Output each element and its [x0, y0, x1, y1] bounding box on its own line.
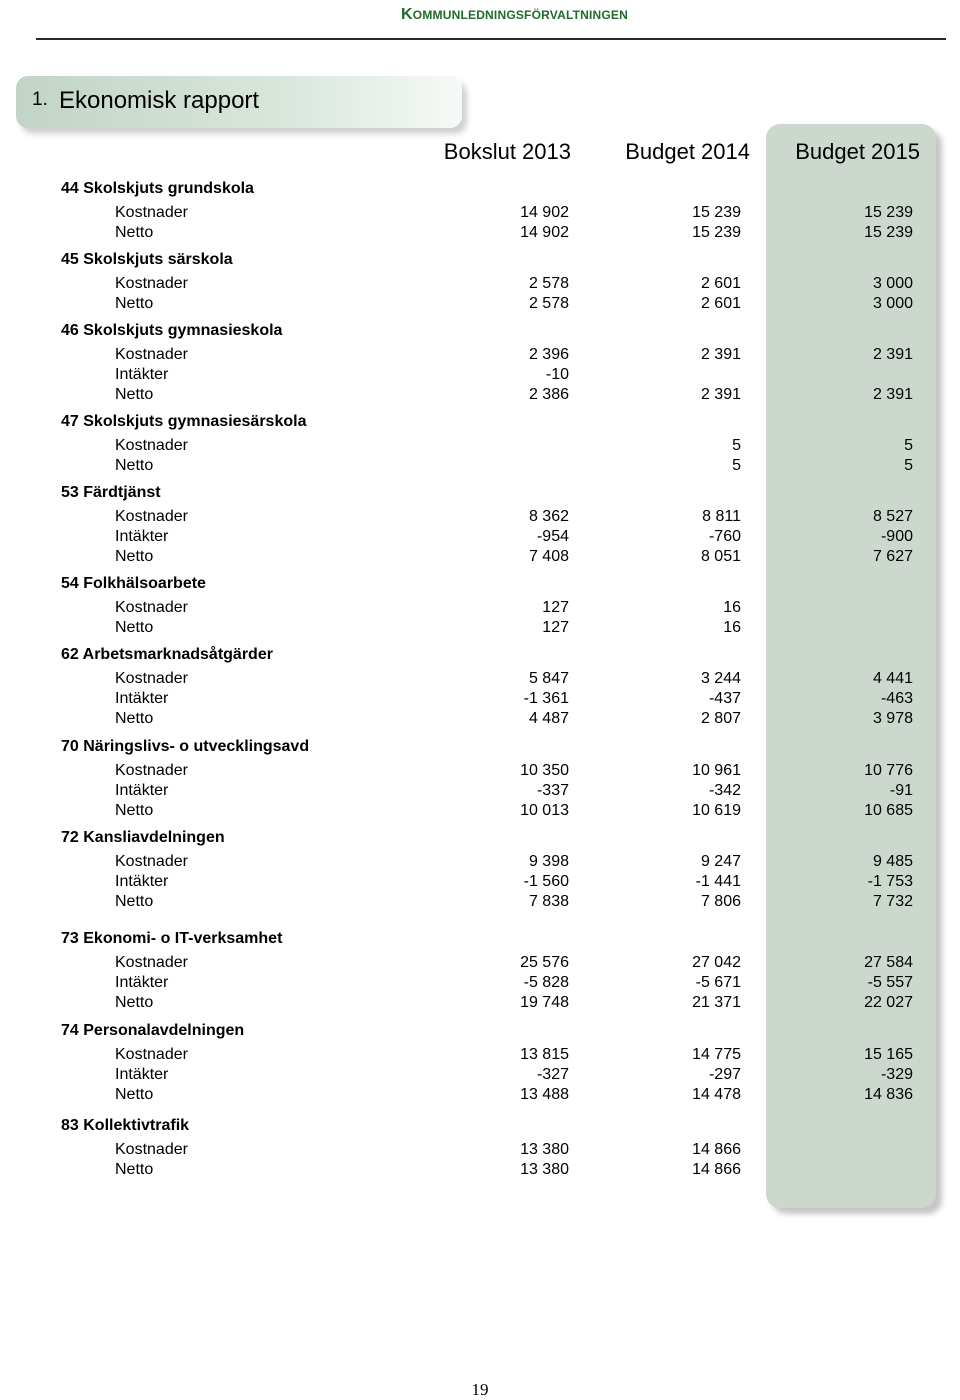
- table-row: [0, 366, 960, 386]
- value-cell: 8 051: [700, 548, 741, 565]
- row-label: Kostnader: [115, 275, 188, 292]
- table-row: [0, 782, 960, 802]
- value-cell: 9 398: [528, 853, 569, 870]
- section-heading-row: [0, 738, 960, 758]
- row-label: Intäkter: [115, 528, 169, 545]
- value-cell: -463: [880, 690, 913, 707]
- value-cell: 13 380: [520, 1161, 569, 1178]
- value-cell: -900: [880, 528, 913, 545]
- value-cell: 3 244: [700, 670, 741, 687]
- value-cell: 2 601: [700, 295, 741, 312]
- value-cell: 4 487: [528, 710, 569, 727]
- value-cell: -297: [708, 1066, 741, 1083]
- value-cell: 22 027: [864, 994, 913, 1011]
- table-row: [0, 710, 960, 730]
- value-cell: -91: [889, 782, 913, 799]
- value-cell: 2 601: [700, 275, 741, 292]
- section-heading-row: [0, 1117, 960, 1137]
- organization-header: [401, 6, 628, 24]
- row-label: Kostnader: [115, 762, 188, 779]
- value-cell: 2 578: [528, 275, 569, 292]
- value-cell: 15 239: [864, 224, 913, 241]
- value-cell: -437: [708, 690, 741, 707]
- value-cell: 5: [732, 437, 741, 454]
- section-heading-row: [0, 575, 960, 595]
- value-cell: -954: [536, 528, 569, 545]
- value-cell: 14 902: [520, 224, 569, 241]
- value-cell: 15 239: [692, 224, 741, 241]
- section-title: 62 Arbetsmarknadsåtgärder: [61, 646, 273, 663]
- value-cell: 13 488: [520, 1086, 569, 1103]
- value-cell: 21 371: [692, 994, 741, 1011]
- value-cell: 2 391: [872, 346, 913, 363]
- value-cell: 13 380: [520, 1141, 569, 1158]
- row-label: Kostnader: [115, 670, 188, 687]
- value-cell: -5 828: [523, 974, 569, 991]
- value-cell: 5: [732, 457, 741, 474]
- value-cell: 7 806: [700, 893, 741, 910]
- row-label: Kostnader: [115, 954, 188, 971]
- value-cell: -1 361: [523, 690, 569, 707]
- row-label: Kostnader: [115, 599, 188, 616]
- table-row: [0, 275, 960, 295]
- row-label: Netto: [115, 224, 154, 241]
- section-heading-row: [0, 930, 960, 950]
- value-cell: 9 485: [872, 853, 913, 870]
- table-row: [0, 386, 960, 406]
- section-heading-row: [0, 322, 960, 342]
- section-number: 1.: [32, 89, 48, 110]
- value-cell: 7 627: [872, 548, 913, 565]
- table-row: [0, 994, 960, 1014]
- row-label: Kostnader: [115, 204, 188, 221]
- table-row: [0, 1066, 960, 1086]
- row-label: Netto: [115, 994, 154, 1011]
- value-cell: 27 584: [864, 954, 913, 971]
- table-row: [0, 599, 960, 619]
- value-cell: 5: [904, 437, 913, 454]
- value-cell: 2 391: [700, 386, 741, 403]
- table-row: [0, 346, 960, 366]
- value-cell: 2 386: [528, 386, 569, 403]
- value-cell: 127: [542, 599, 569, 616]
- value-cell: 2 391: [872, 386, 913, 403]
- section-title: 45 Skolskjuts särskola: [61, 251, 233, 268]
- value-cell: 15 165: [864, 1046, 913, 1063]
- table-row: [0, 619, 960, 639]
- value-cell: 13 815: [520, 1046, 569, 1063]
- value-cell: 14 866: [692, 1141, 741, 1158]
- value-cell: 16: [723, 619, 741, 636]
- value-cell: 10 776: [864, 762, 913, 779]
- value-cell: 5 847: [528, 670, 569, 687]
- value-cell: 14 836: [864, 1086, 913, 1103]
- row-label: Netto: [115, 802, 154, 819]
- value-cell: -760: [708, 528, 741, 545]
- section-title: 70 Näringslivs- o utvecklingsavd: [61, 738, 310, 755]
- value-cell: 3 978: [872, 710, 913, 727]
- row-label: Netto: [115, 1086, 154, 1103]
- table-row: [0, 690, 960, 710]
- section-title: 53 Färdtjänst: [61, 484, 161, 501]
- section-title: 74 Personalavdelningen: [61, 1022, 245, 1039]
- value-cell: 25 576: [520, 954, 569, 971]
- row-label: Intäkter: [115, 366, 169, 383]
- value-cell: -1 560: [523, 873, 569, 890]
- row-label: Netto: [115, 619, 154, 636]
- value-cell: 7 732: [872, 893, 913, 910]
- section-title: 47 Skolskjuts gymnasiesärskola: [61, 413, 307, 430]
- row-label: Netto: [115, 893, 154, 910]
- row-label: Intäkter: [115, 974, 169, 991]
- value-cell: 8 811: [702, 508, 741, 525]
- table-row: [0, 974, 960, 994]
- value-cell: -5 671: [695, 974, 741, 991]
- value-cell: 7 838: [528, 893, 569, 910]
- value-cell: 2 396: [528, 346, 569, 363]
- value-cell: -342: [708, 782, 741, 799]
- value-cell: 3 000: [872, 295, 913, 312]
- page-number: 19: [471, 1380, 489, 1399]
- value-cell: 2 578: [528, 295, 569, 312]
- section-heading-row: [0, 180, 960, 200]
- column-header-budget-2015: Budget 2015: [795, 139, 920, 164]
- section-title: 72 Kansliavdelningen: [61, 829, 225, 846]
- row-label: Intäkter: [115, 1066, 169, 1083]
- value-cell: 8 527: [872, 508, 913, 525]
- row-label: Kostnader: [115, 437, 188, 454]
- table-row: [0, 1046, 960, 1066]
- value-cell: 14 902: [520, 204, 569, 221]
- value-cell: 2 391: [700, 346, 741, 363]
- section-heading-row: [0, 829, 960, 849]
- row-label: Netto: [115, 548, 154, 565]
- section-title: 54 Folkhälsoarbete: [61, 575, 206, 592]
- column-header-bokslut-2013: Bokslut 2013: [443, 139, 571, 164]
- section-title: 73 Ekonomi- o IT-verksamhet: [61, 930, 283, 947]
- value-cell: 19 748: [520, 994, 569, 1011]
- table-row: [0, 457, 960, 477]
- column-header-budget-2014: Budget 2014: [625, 139, 750, 164]
- section-heading-row: [0, 251, 960, 271]
- value-cell: 10 685: [864, 802, 913, 819]
- row-label: Kostnader: [115, 853, 188, 870]
- value-cell: 10 350: [520, 762, 569, 779]
- row-label: Kostnader: [115, 1046, 188, 1063]
- row-label: Kostnader: [115, 346, 188, 363]
- value-cell: 127: [542, 619, 569, 636]
- table-row: [0, 954, 960, 974]
- table-row: [0, 802, 960, 822]
- value-cell: 15 239: [692, 204, 741, 221]
- value-cell: 10 013: [520, 802, 569, 819]
- value-cell: 27 042: [692, 954, 741, 971]
- section-title: 46 Skolskjuts gymnasieskola: [61, 322, 283, 339]
- value-cell: 14 775: [692, 1046, 741, 1063]
- table-row: [0, 548, 960, 568]
- table-row: [0, 893, 960, 913]
- page-title: Ekonomisk rapport: [59, 87, 260, 114]
- table-row: [0, 1141, 960, 1161]
- value-cell: 14 866: [692, 1161, 741, 1178]
- value-cell: -1 441: [695, 873, 741, 890]
- row-label: Intäkter: [115, 873, 169, 890]
- table-row: [0, 762, 960, 782]
- section-heading-row: [0, 413, 960, 433]
- value-cell: 4 441: [872, 670, 913, 687]
- value-cell: -327: [536, 1066, 569, 1083]
- table-row: [0, 1086, 960, 1106]
- row-label: Netto: [115, 710, 154, 727]
- value-cell: 8 362: [528, 508, 569, 525]
- table-row: [0, 224, 960, 244]
- value-cell: 9 247: [700, 853, 741, 870]
- table-row: [0, 204, 960, 224]
- table-row: [0, 528, 960, 548]
- value-cell: 14 478: [692, 1086, 741, 1103]
- section-title: 44 Skolskjuts grundskola: [61, 180, 254, 197]
- value-cell: 16: [723, 599, 741, 616]
- table-row: [0, 670, 960, 690]
- section-heading-row: [0, 1022, 960, 1042]
- row-label: Netto: [115, 1161, 154, 1178]
- table-row: [0, 1161, 960, 1181]
- row-label: Netto: [115, 295, 154, 312]
- value-cell: 10 619: [692, 802, 741, 819]
- organization-name-rest: OMMUNLEDNINGSFÖRVALTNINGEN: [412, 8, 628, 22]
- section-title: 83 Kollektivtrafik: [61, 1117, 190, 1134]
- row-label: Intäkter: [115, 782, 169, 799]
- table-row: [0, 508, 960, 528]
- row-label: Netto: [115, 457, 154, 474]
- value-cell: 5: [904, 457, 913, 474]
- value-cell: 2 807: [700, 710, 741, 727]
- value-cell: -10: [545, 366, 569, 383]
- value-cell: -329: [880, 1066, 913, 1083]
- table-row: [0, 295, 960, 315]
- table-row: [0, 437, 960, 457]
- value-cell: 10 961: [692, 762, 741, 779]
- value-cell: -5 557: [867, 974, 913, 991]
- value-cell: -337: [536, 782, 569, 799]
- row-label: Kostnader: [115, 508, 188, 525]
- table-row: [0, 853, 960, 873]
- value-cell: 15 239: [864, 204, 913, 221]
- value-cell: 3 000: [872, 275, 913, 292]
- row-label: Kostnader: [115, 1141, 188, 1158]
- value-cell: 7 408: [528, 548, 569, 565]
- table-row: [0, 873, 960, 893]
- section-heading-row: [0, 646, 960, 666]
- organization-initial: K: [401, 6, 413, 23]
- header-divider: [36, 38, 946, 40]
- row-label: Netto: [115, 386, 154, 403]
- value-cell: -1 753: [867, 873, 913, 890]
- section-heading-row: [0, 484, 960, 504]
- row-label: Intäkter: [115, 690, 169, 707]
